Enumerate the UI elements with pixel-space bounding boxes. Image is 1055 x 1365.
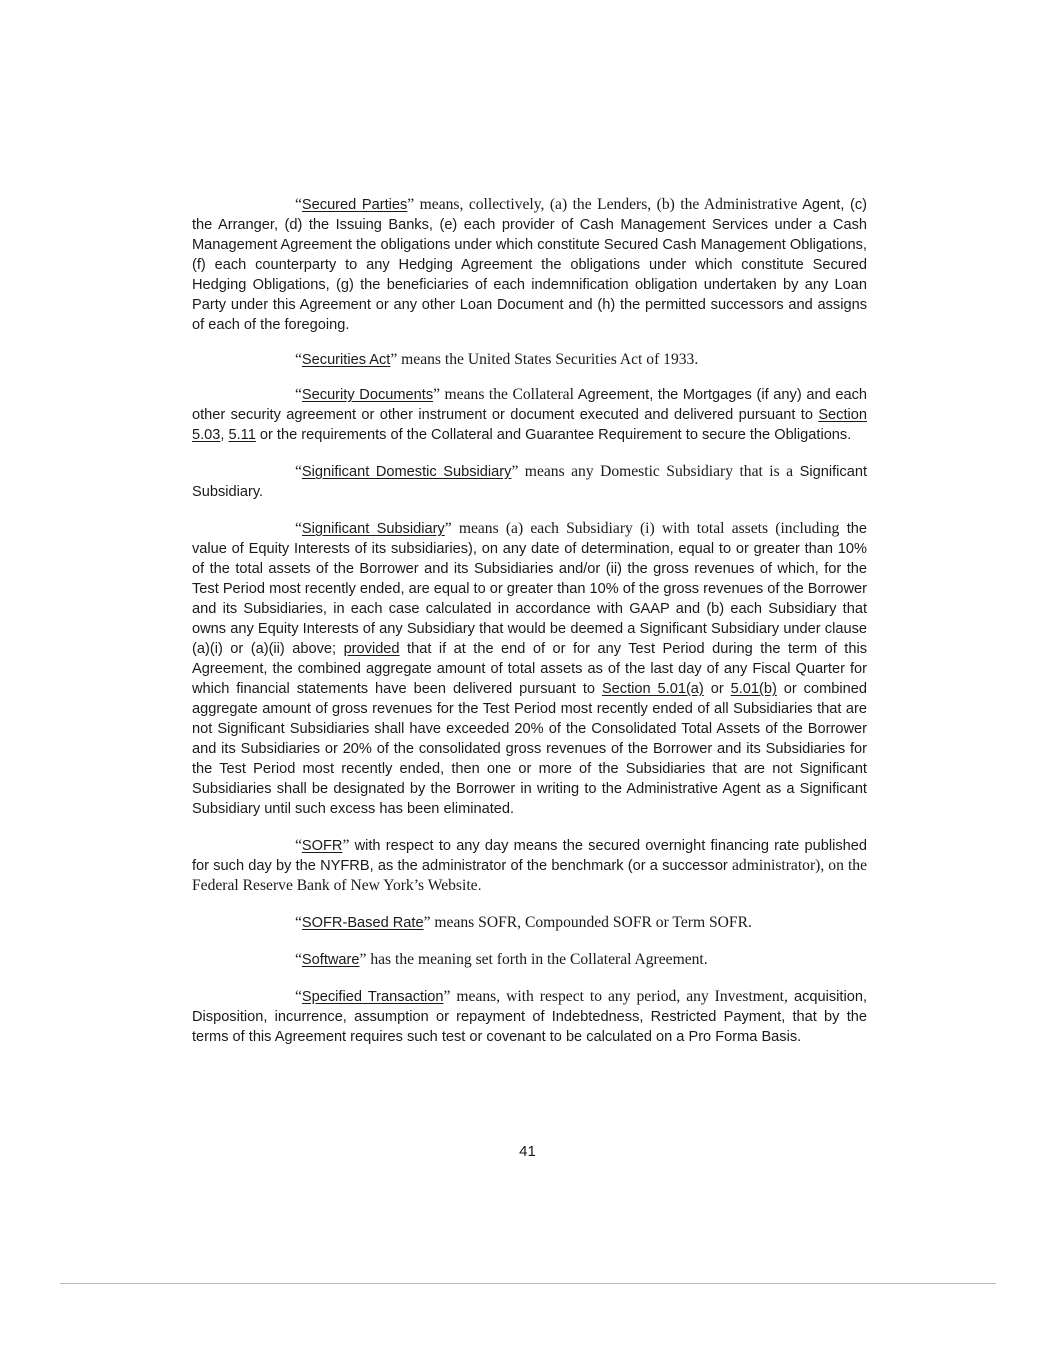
defined-term: Securities Act: [301, 352, 391, 368]
defined-term: Specified Transaction: [301, 989, 444, 1005]
document-body: [192, 195, 867, 1047]
defined-term: Security Documents: [301, 387, 434, 403]
section-reference: 5.01(b): [730, 681, 777, 697]
definition-secured-parties: “Secured Parties” means, collectively, (a) the Lenders, (b) the Administrative Agent, (c) the Arranger, (d) the Issuing Banks, (e) each provider of Cash Management Services under a Cash Management Agreement the obligations under which constitute Secured Cash Management Obligations, (f) each counterparty to any Hedging Agreement the obligations under which constitute Secured Hedging Obligations, (g) the beneficiaries of each indemnification obligation undertaken by any Loan Party under this Agreement or any other Loan Document and (h) the permitted successors and assigns of each of the foregoing.: [192, 196, 867, 333]
definition-security-documents: “Security Documents” means the Collateral Agreement, the Mortgages (if any) and each other security agreement or other instrument or document executed and delivered pursuant to Section 5.03, 5.11 or the requirements of the Collateral and Guarantee Requirement to secure the Obligations.: [192, 386, 868, 443]
section-reference: Section 5.03: [192, 407, 867, 443]
definition-specified-transaction: “Specified Transaction” means, with respect to any period, any Investment, acquisition, Disposition, incurrence, assumption or repayment of Indebtedness, Restricted Payment, that by the terms of this Agreement requires such test or covenant to be calculated on a Pro Forma Basis.: [192, 988, 868, 1045]
section-reference: Section 5.01(a): [601, 681, 704, 697]
defined-term: Software: [301, 952, 360, 968]
defined-term: SOFR: [301, 838, 343, 854]
defined-term: Secured Parties: [301, 197, 408, 213]
definition-software: “Software” has the meaning set forth in the Collateral Agreement.: [295, 951, 708, 968]
defined-term: Significant Subsidiary: [301, 521, 445, 537]
definition-securities-act: “Securities Act” means the United States Securities Act of 1933.: [295, 351, 699, 368]
proviso-term: provided: [343, 641, 400, 657]
footer-divider: [60, 1283, 996, 1284]
defined-term: SOFR-Based Rate: [301, 915, 424, 931]
page-number: 41: [519, 1143, 536, 1160]
defined-term: Significant Domestic Subsidiary: [301, 464, 512, 480]
definition-sofr: “SOFR” with respect to any day means the secured overnight financing rate published for such day by the NYFRB, as the administrator of the benchmark (or a successor administrator), on the Federal Reserve Bank of New York’s Website.: [192, 837, 867, 894]
definition-significant-domestic-subsidiary: “Significant Domestic Subsidiary” means any Domestic Subsidiary that is a Significant Subsidiary.: [192, 463, 868, 500]
definition-significant-subsidiary: “Significant Subsidiary” means (a) each Subsidiary (i) with total assets (including the value of Equity Interests of its subsidiaries), on any date of determination, equal to or greater than 10% of the total assets of the Borrower and its Subsidiaries and/or (ii) the gross revenues of which, for the Test Period most recently ended, are equal to or greater than 10% of the gross revenues of the Borrower and its Subsidiaries, in each case calculated in accordance with GAAP and (b) each Subsidiary that owns any Equity Interests of any Subsidiary that would be deemed a Significant Subsidiary under clause (a)(i) or (a)(ii) above; provided that if at the end of or for any Test Period during the term of this Agreement, the combined aggregate amount of total assets as of the last day of any Fiscal Quarter for which financial statements have been delivered pursuant to Section 5.01(a) or 5.01(b) or combined aggregate amount of gross revenues for the Test Period most recently ended of all Subsidiaries that are not Significant Subsidiaries shall have exceeded 20% of the Consolidated Total Assets of the Borrower and its Subsidiaries or 20% of the consolidated gross revenues of the Borrower and its Subsidiaries for the Test Period most recently ended, then one or more of the Subsidiaries that are not Significant Subsidiaries shall be designated by the Borrower in writing to the Administrative Agent as a Significant Subsidiary until such excess has been eliminated.: [192, 520, 867, 817]
section-reference: 5.11: [228, 427, 256, 443]
definition-sofr-based-rate: “SOFR-Based Rate” means SOFR, Compounded SOFR or Term SOFR.: [295, 914, 752, 931]
